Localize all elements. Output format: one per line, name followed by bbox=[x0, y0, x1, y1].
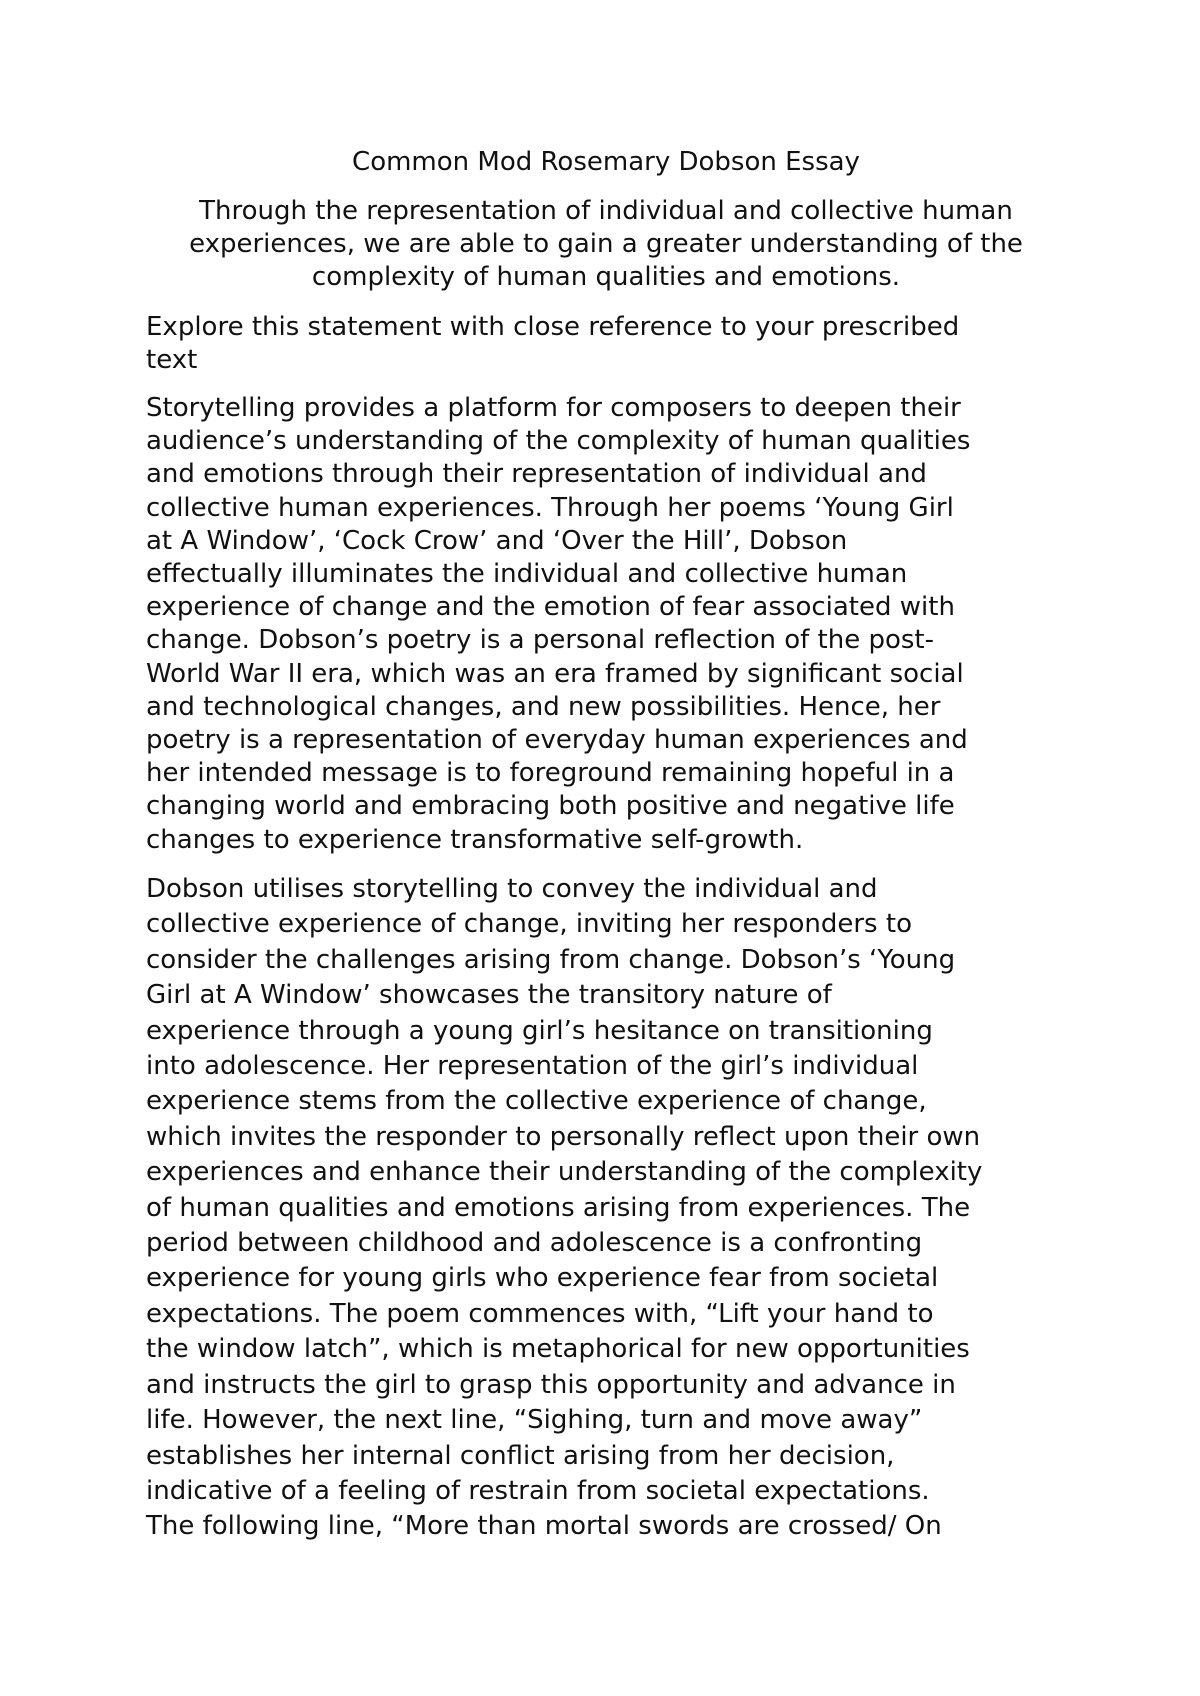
text-line: and instructs the girl to grasp this opportunity and advance in bbox=[146, 1369, 956, 1400]
text-line: period between childhood and adolescence is a confronting bbox=[146, 1228, 923, 1259]
document-page bbox=[146, 0, 1066, 1696]
text-line: collective experience of change, inviting her responders to bbox=[146, 909, 912, 940]
text-line: Girl at A Window’ showcases the transitory nature of bbox=[146, 980, 832, 1011]
text-line: into adolescence. Her representation of the girl’s individual bbox=[146, 1051, 919, 1082]
text-line: her intended message is to foreground remaining hopeful in a bbox=[146, 758, 955, 789]
text-line: World War II era, which was an era framed by significant social bbox=[146, 658, 964, 689]
text-line: effectually illuminates the individual and collective human bbox=[146, 559, 908, 590]
text-line: The following line, “More than mortal swords are crossed/ On bbox=[146, 1511, 942, 1542]
text-line: Explore this statement with close reference to your prescribed bbox=[146, 312, 960, 342]
text-line: which invites the responder to personally reflect upon their own bbox=[146, 1121, 981, 1152]
text-line: audience’s understanding of the complexity of human qualities bbox=[146, 426, 971, 457]
essay-prompt-quote bbox=[146, 195, 1066, 294]
text-line: experience for young girls who experience fear from societal bbox=[146, 1263, 939, 1294]
text-line: the window latch”, which is metaphorical for new opportunities bbox=[146, 1334, 970, 1365]
text-line: changing world and embracing both positive and negative life bbox=[146, 791, 955, 822]
text-line: change. Dobson’s poetry is a personal reflection of the post- bbox=[146, 625, 935, 656]
text-line: Dobson utilises storytelling to convey the individual and bbox=[146, 874, 878, 904]
text-line: experiences, we are able to gain a greater understanding of the bbox=[189, 229, 1023, 259]
document-title: Common Mod Rosemary Dobson Essay bbox=[352, 147, 860, 177]
text-line: experience stems from the collective experience of change, bbox=[146, 1086, 927, 1117]
text-line: establishes her internal conflict arising from her decision, bbox=[146, 1440, 895, 1471]
text-line: text bbox=[146, 345, 198, 375]
text-line: at A Window’, ‘Cock Crow’ and ‘Over the Hill’, Dobson bbox=[146, 525, 848, 556]
introduction-paragraph bbox=[146, 392, 1066, 857]
text-line: Storytelling provides a platform for composers to deepen their bbox=[146, 393, 961, 423]
essay-prompt-task bbox=[146, 311, 1066, 377]
text-line: experiences and enhance their understanding of the complexity bbox=[146, 1157, 983, 1188]
text-line: experience of change and the emotion of fear associated with bbox=[146, 592, 955, 623]
text-line: expectations. The poem commences with, “Lift your hand to bbox=[146, 1298, 934, 1329]
text-line: complexity of human qualities and emotions. bbox=[311, 262, 901, 292]
text-line: and technological changes, and new possibilities. Hence, her bbox=[146, 691, 941, 722]
text-line: and emotions through their representation of individual and bbox=[146, 459, 927, 490]
text-line: poetry is a representation of everyday human experiences and bbox=[146, 725, 968, 756]
body-paragraph bbox=[146, 872, 1066, 1545]
text-line: Through the representation of individual and collective human bbox=[199, 196, 1013, 226]
text-line: experience through a young girl’s hesitance on transitioning bbox=[146, 1015, 933, 1046]
text-line: collective human experiences. Through her poems ‘Young Girl bbox=[146, 492, 954, 523]
text-line: consider the challenges arising from change. Dobson’s ‘Young bbox=[146, 944, 956, 975]
text-line: of human qualities and emotions arising from experiences. The bbox=[146, 1192, 971, 1223]
text-line: indicative of a feeling of restrain from societal expectations. bbox=[146, 1475, 930, 1506]
text-line: life. However, the next line, “Sighing, turn and move away” bbox=[146, 1405, 923, 1436]
text-line: changes to experience transformative self-growth. bbox=[146, 824, 804, 855]
